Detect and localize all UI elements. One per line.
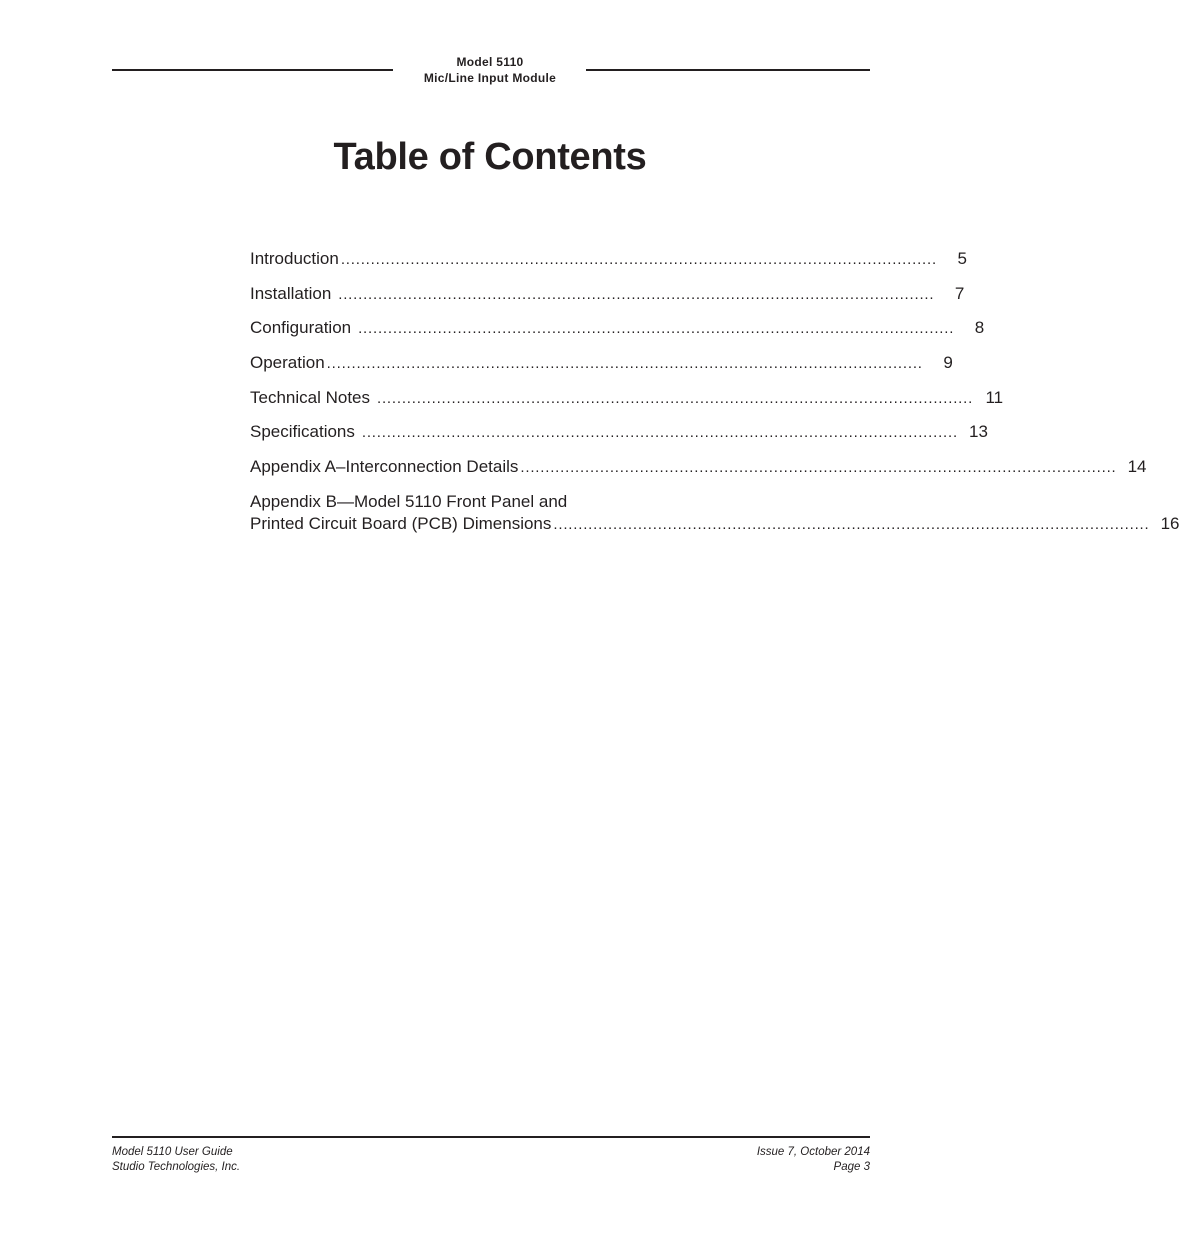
- header-rule-right: [586, 69, 870, 71]
- toc-page-number: 14: [1127, 457, 1147, 477]
- page-footer: [112, 1136, 870, 1175]
- toc-entry-technical-notes[interactable]: [250, 387, 1004, 410]
- toc-label: Printed Circuit Board (PCB) Dimensions: [250, 513, 552, 533]
- header-rule-left: [112, 69, 393, 71]
- footer-right: [757, 1145, 870, 1175]
- toc-leader: ........................................................................................................................: [333, 285, 935, 303]
- footer-guide-name: Model 5110 User Guide: [112, 1146, 233, 1158]
- toc-label: Appendix A–Interconnection Details: [250, 457, 519, 477]
- table-of-contents: [250, 248, 1180, 548]
- toc-label-line1: Appendix B—Model 5110 Front Panel and: [250, 491, 568, 511]
- toc-label: Operation: [250, 353, 325, 373]
- toc-entry-configuration[interactable]: [250, 317, 985, 340]
- header-product: Mic/Line Input Module: [423, 71, 557, 85]
- footer-left: [112, 1145, 240, 1175]
- toc-page-number: 7: [954, 283, 965, 303]
- footer-company: Studio Technologies, Inc.: [112, 1161, 241, 1173]
- toc-page-number: 8: [974, 318, 985, 338]
- toc-label: Configuration: [250, 318, 352, 338]
- toc-entry-appendix-b[interactable]: [250, 491, 1180, 536]
- footer-rule: [112, 1136, 870, 1138]
- header-model: Model 5110: [456, 55, 524, 69]
- footer-issue: Issue 7, October 2014: [756, 1146, 870, 1158]
- toc-leader: ........................................................................................................................: [372, 389, 974, 407]
- page-title: Table of Contents: [333, 136, 647, 178]
- toc-leader: ........................................................................................................................: [520, 459, 1117, 477]
- toc-entry-operation[interactable]: [250, 352, 953, 375]
- toc-leader: ........................................................................................................................: [340, 251, 937, 268]
- toc-page-number: 9: [943, 353, 953, 373]
- toc-entry-introduction[interactable]: [250, 248, 967, 271]
- toc-entry-appendix-a[interactable]: [250, 456, 1147, 479]
- toc-page-number: 5: [957, 249, 967, 268]
- toc-leader: ........................................................................................................................: [353, 320, 955, 338]
- toc-leader: ........................................................................................................................: [356, 424, 958, 442]
- toc-leader: ........................................................................................................................: [553, 515, 1150, 533]
- page-header: [112, 52, 870, 88]
- toc-label: Specifications: [250, 422, 355, 442]
- toc-entry-installation[interactable]: [250, 283, 965, 306]
- footer-page-number: Page 3: [833, 1161, 870, 1173]
- toc-leader: ........................................................................................................................: [326, 355, 923, 373]
- toc-page-number: 11: [985, 387, 1004, 407]
- toc-entry-specifications[interactable]: [250, 421, 988, 444]
- toc-page-number: 13: [969, 422, 988, 442]
- toc-page-number: 16: [1160, 513, 1180, 533]
- header-title: [393, 54, 587, 86]
- toc-label: Introduction: [250, 249, 339, 268]
- toc-label: Technical Notes: [250, 387, 371, 407]
- toc-label: Installation: [250, 283, 332, 303]
